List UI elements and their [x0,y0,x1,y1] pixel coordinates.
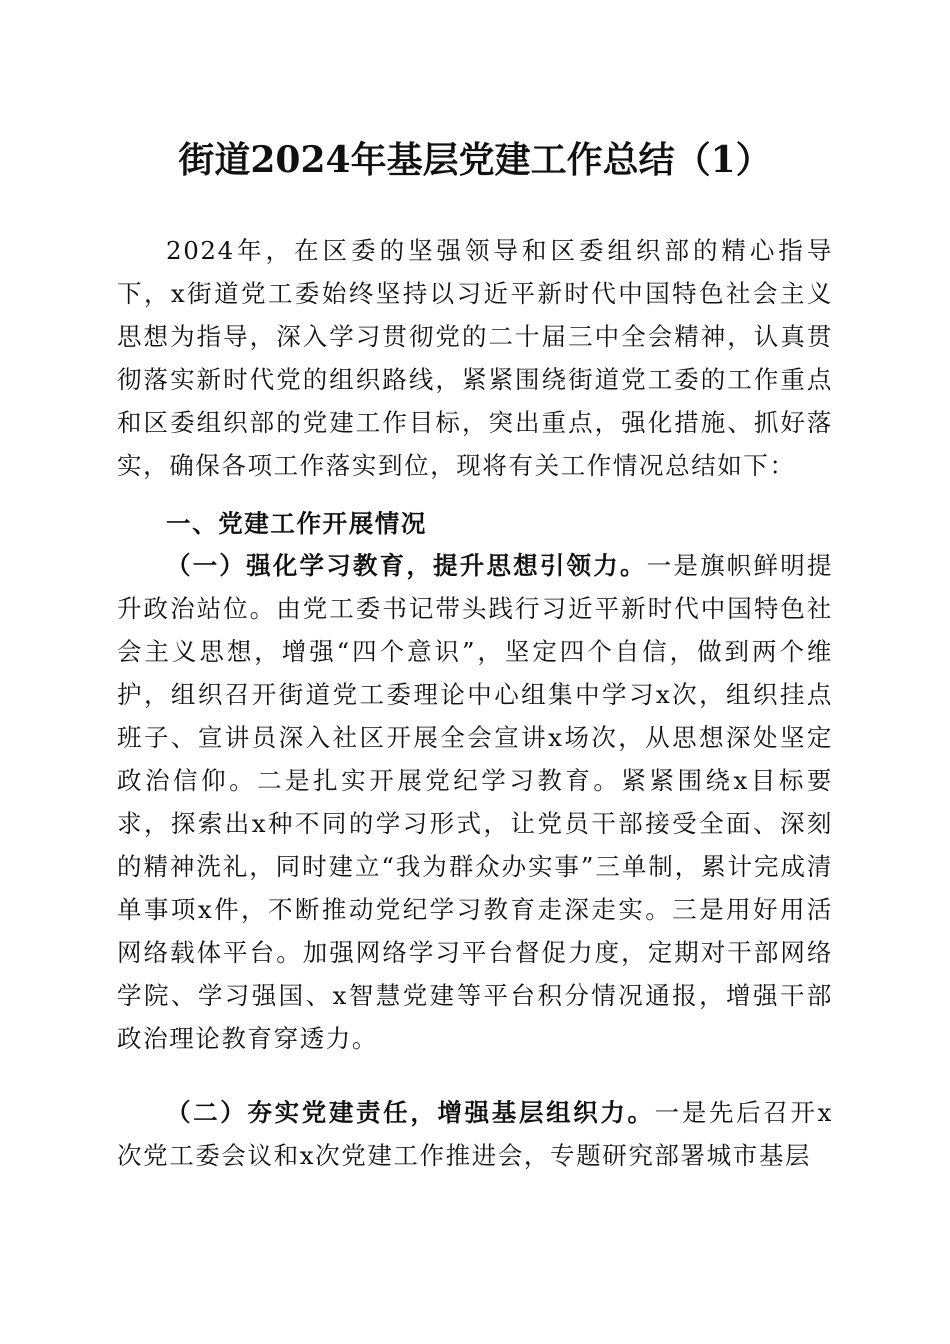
subsection-1-paragraph [117,544,833,1060]
subsection-1-body: 一是旗帜鲜明提升政治站位。由党工委书记带头践行习近平新时代中国特色社会主义思想，增强“四个意识”，坚定四个自信，做到两个维护，组织召开街道党工委理论中心组集中学习x次，组织挂点班子、宣讲员深入社区开展全会宣讲x场次，从思想深处坚定政治信仰。二是扎实开展党纪学习教育。紧紧围绕x目标要求，探索出x种不同的学习形式，让党员干部接受全面、深刻的精神洗礼，同时建立“我为群众办实事”三单制，累计完成清单事项x件，不断推动党纪学习教育走深走实。三是用好用活网络载体平台。加强网络学习平台督促力度，定期对干部网络学院、学习强国、x智慧党建等平台积分情况通报，增强干部政治理论教育穿透力。 [117,551,833,1053]
document-title: 街道2024年基层党建工作总结（1） [178,139,772,181]
section-heading: 一、党建工作开展情况 [166,509,427,538]
subsection-2-lead: （二）夯实党建责任，增强基层组织力。 [166,1098,655,1127]
intro-text: 2024年，在区委的坚强领导和区委组织部的精心指导下，x街道党工委始终坚持以习近平新时代中国特色社会主义思想为指导，深入学习贯彻党的二十届三中全会精神，认真贯彻落实新时代党的组织路线，紧紧围绕街道党工委的工作重点和区委组织部的党建工作目标，突出重点，强化措施、抓好落实，确保各项工作落实到位，现将有关工作情况总结如下： [117,236,833,480]
subsection-2-paragraph [117,1091,833,1177]
subsection-1-lead: （一）强化学习教育，提升思想引领力。 [166,551,647,580]
subsection-2-text [117,1091,833,1177]
intro-paragraph [117,229,833,487]
subsection-2-body: 一是先后召开x次党工委会议和x次党建工作推进会，专题研究部署城市基层 [117,1098,833,1170]
subsection-1-text [117,544,833,1060]
